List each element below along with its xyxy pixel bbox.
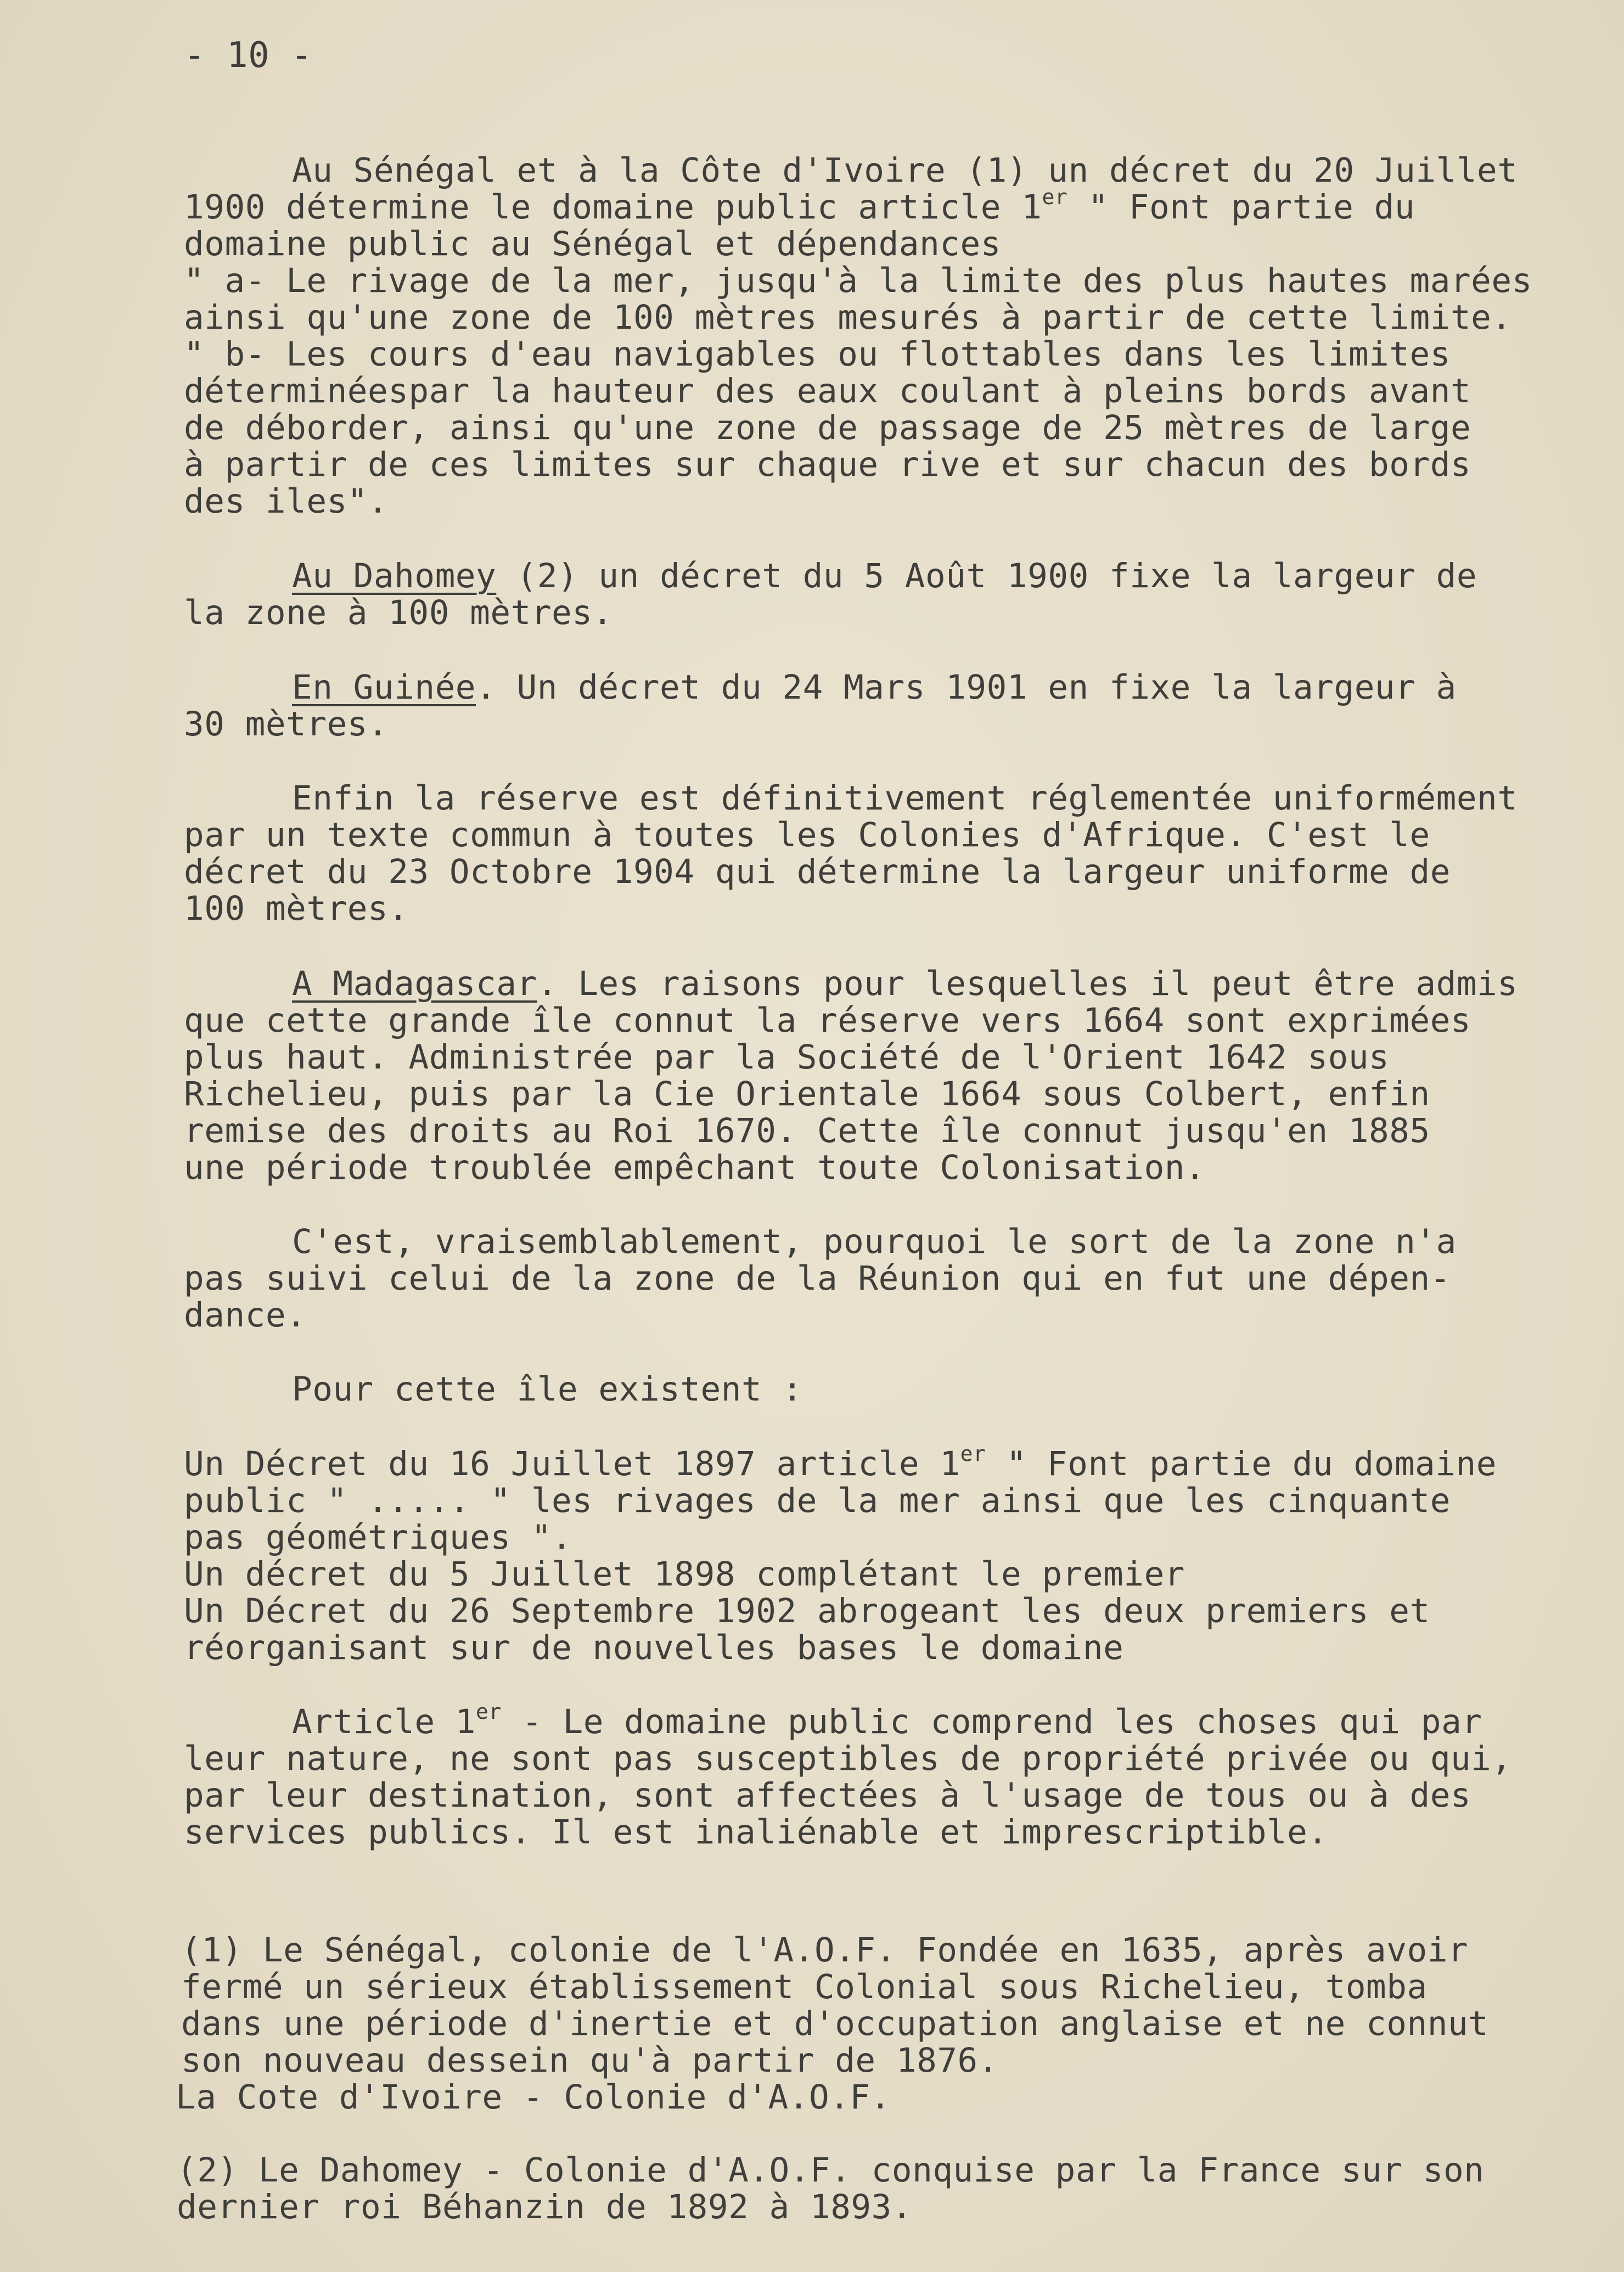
para4-line1: Enfin la réserve est définitivement réglementée uniformément [292, 779, 1518, 818]
para1-line9: à partir de ces limites sur chaque rive et sur chacun des bords [184, 445, 1471, 484]
para6-line2: pas suivi celui de la zone de la Réunion qui en fut une dépen- [184, 1259, 1451, 1298]
para1-line4: " a- Le rivage de la mer, jusqu'à la limite des plus hautes marées [184, 261, 1532, 300]
para1-line1: Au Sénégal et à la Côte d'Ivoire (1) un décret du 20 Juillet [292, 151, 1518, 190]
para5-line4: Richelieu, puis par la Cie Orientale 1664 sous Colbert, enfin [184, 1075, 1430, 1113]
para6-line1: C'est, vraisemblablement, pourquoi le sort de la zone n'a [292, 1222, 1457, 1261]
footnote1-line3: dans une période d'inertie et d'occupation anglaise et ne connut [181, 2004, 1489, 2043]
para5-line2: que cette grande île connut la réserve vers 1664 sont exprimées [184, 1001, 1471, 1040]
para7-line1: Pour cette île existent : [292, 1370, 803, 1409]
footnote1-line1: (1) Le Sénégal, colonie de l'A.O.F. Fondée en 1635, après avoir [181, 1931, 1469, 1970]
para5-line3: plus haut. Administrée par la Société de l'Orient 1642 sous [184, 1038, 1390, 1077]
para5-line5: remise des droits au Roi 1670. Cette île connut jusqu'en 1885 [184, 1111, 1430, 1150]
para8-line6: réorganisant sur de nouvelles bases le domaine [184, 1628, 1124, 1667]
footnote2-line2: dernier roi Béhanzin de 1892 à 1893. [177, 2187, 913, 2226]
para3-line2: 30 mètres. [184, 705, 389, 744]
para4-line3: décret du 23 Octobre 1904 qui détermine la largeur uniforme de [184, 852, 1451, 891]
para8-line1: Un Décret du 16 Juillet 1897 article 1er " Font partie du domaine [184, 1442, 1497, 1483]
para1-line7: déterminéespar la hauteur des eaux coulant à pleins bords avant [184, 372, 1471, 410]
para1-line5: ainsi qu'une zone de 100 mètres mesurés à partir de cette limite. [184, 298, 1512, 337]
para5-line1: A Madagascar. Les raisons pour lesquelles il peut être admis [292, 964, 1518, 1003]
footnote1-line2: fermé un sérieux établissement Colonial sous Richelieu, tomba [181, 1967, 1428, 2006]
para8-line3: pas géométriques ". [184, 1518, 572, 1557]
para1-line6: " b- Les cours d'eau navigables ou flottables dans les limites [184, 335, 1451, 374]
para9-line3: par leur destination, sont affectées à l'usage de tous ou à des [184, 1776, 1471, 1815]
page-number: - 10 - [184, 35, 313, 76]
para4-line2: par un texte commun à toutes les Colonies d'Afrique. C'est le [184, 816, 1430, 854]
para9-line2: leur nature, ne sont pas susceptibles de propriété privée ou qui, [184, 1739, 1512, 1778]
footnote1-line4: son nouveau dessein qu'à partir de 1876. [181, 2041, 999, 2080]
para8-line5: Un Décret du 26 Septembre 1902 abrogeant les deux premiers et [184, 1591, 1430, 1630]
para2-line2: la zone à 100 mètres. [184, 593, 613, 632]
para1-line8: de déborder, ainsi qu'une zone de passage de 25 mètres de large [184, 408, 1471, 447]
para1-line2: 1900 détermine le domaine public article 1er " Font partie du [184, 185, 1415, 227]
para8-line4: Un décret du 5 Juillet 1898 complétant le premier [184, 1555, 1185, 1594]
dahomey-heading: Au Dahomey [292, 556, 497, 595]
para2-line1: Au Dahomey (2) un décret du 5 Août 1900 fixe la largeur de [292, 556, 1477, 595]
para3-line1: En Guinée. Un décret du 24 Mars 1901 en fixe la largeur à [292, 668, 1457, 707]
madagascar-heading: A Madagascar [292, 964, 537, 1003]
para6-line3: dance. [184, 1296, 307, 1335]
para1-line10: des iles". [184, 482, 389, 521]
para1-line3: domaine public au Sénégal et dépendances [184, 224, 1002, 263]
para5-line6: une période troublée empêchant toute Colonisation. [184, 1148, 1206, 1187]
para4-line4: 100 mètres. [184, 889, 409, 928]
para8-line2: public " ..... " les rivages de la mer ainsi que les cinquante [184, 1481, 1451, 1520]
guinee-heading: En Guinée [292, 668, 476, 707]
para9-line4: services publics. Il est inaliénable et imprescriptible. [184, 1813, 1328, 1852]
footnote1-line5: La Cote d'Ivoire - Colonie d'A.O.F. [176, 2078, 891, 2117]
footnote2-line1: (2) Le Dahomey - Colonie d'A.O.F. conquise par la France sur son [177, 2151, 1485, 2190]
para9-line1: Article 1er - Le domaine public comprend les choses qui par [292, 1700, 1482, 1741]
